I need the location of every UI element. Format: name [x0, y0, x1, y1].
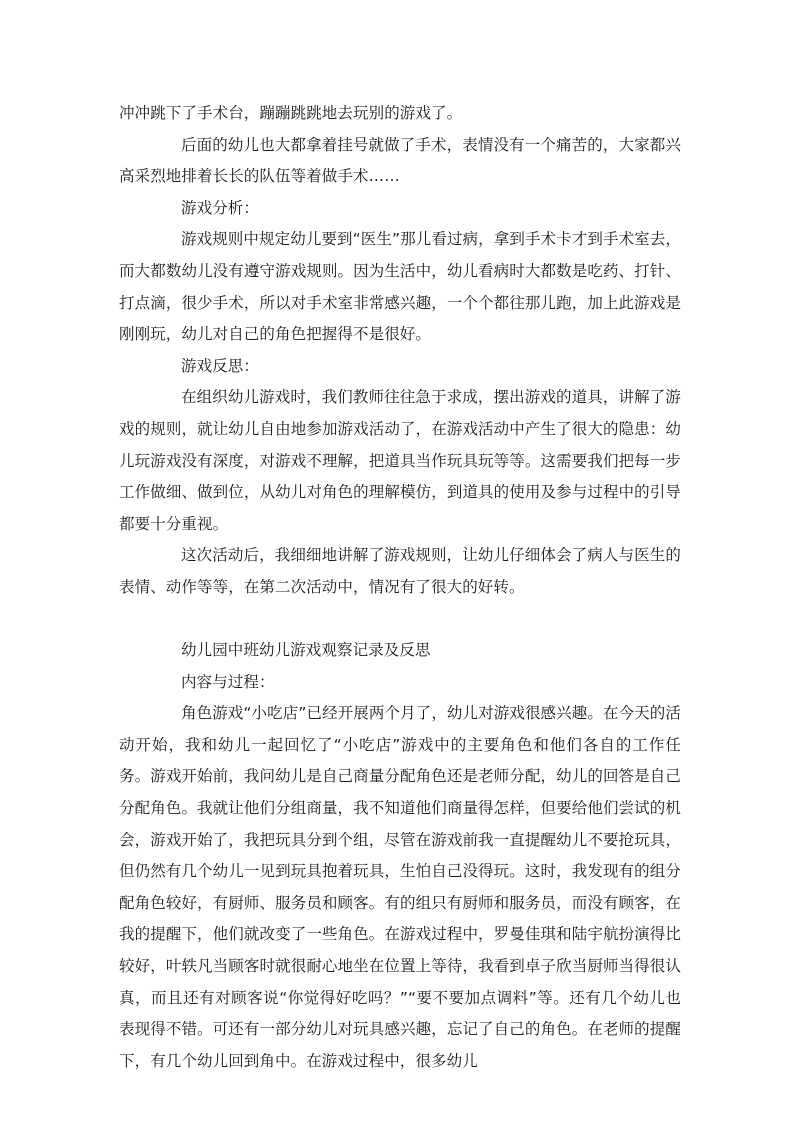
document-page — [119, 98, 681, 1077]
section-title: 幼儿园中班幼儿游戏观察记录及反思 — [181, 641, 431, 660]
analysis-body: 游戏规则中规定幼儿要到“医生”那儿看过病，拿到手术卡才到手术室去，而大都数幼儿没有遵守游戏规则。因为生活中，幼儿看病时大都数是吃药、打针、打点滴，很少手术，所以对手术室非常感兴趣，一个个都往那儿跑，加上此游戏是刚刚玩，幼儿对自己的角色把握得不是很好。 — [119, 230, 681, 344]
paragraph-after-surgery: 后面的幼儿也大都拿着挂号就做了手术，表情没有一个痛苦的，大家都兴高采烈地排着长长的队伍等着做手术…… — [119, 135, 681, 186]
process-heading: 内容与过程： — [181, 672, 275, 691]
section-spacer — [119, 604, 681, 636]
analysis-heading: 游戏分析： — [181, 198, 260, 217]
after-activity-paragraph: 这次活动后，我细细地讲解了游戏规则，让幼儿仔细体会了病人与医生的表情、动作等等，在第二次活动中，情况有了很大的好转。 — [119, 546, 681, 596]
reflection-body: 在组织幼儿游戏时，我们教师往往急于求成，摆出游戏的道具，讲解了游戏的规则，就让幼儿自由地参加游戏活动了，在游戏活动中产生了很大的隐患：幼儿玩游戏没有深度，对游戏不理解，把道具当作玩具玩等等。这需要我们把每一步工作做细、做到位，从幼儿对角色的理解模仿，到道具的使用及参与过程中的引导都要十分重视。 — [119, 388, 681, 533]
paragraph-continued: 冲冲跳下了手术台，蹦蹦跳跳地去玩别的游戏了。 — [119, 104, 463, 122]
reflection-heading: 游戏反思： — [181, 356, 260, 375]
process-body: 角色游戏“小吃店”已经开展两个月了，幼儿对游戏很感兴趣。在今天的活动开始，我和幼儿一起回忆了“小吃店”游戏中的主要角色和他们各自的工作任务。游戏开始前，我问幼儿是自己商量分配角色还是老师分配，幼儿的回答是自己分配角色。我就让他们分组商量，我不知道他们商量得怎样，但要给他们尝试的机会，游戏开始了，我把玩具分到个组，尽管在游戏前我一直提醒幼儿不要抢玩具，但仍然有几个幼儿一见到玩具抱着玩具，生怕自己没得玩。这时，我发现有的组分配角色较好，有厨师、服务员和顾客。有的组只有厨师和服务员，而没有顾客，在我的提醒下，他们就改变了一些角色。在游戏过程中，罗曼佳琪和陆宇航扮演得比较好，叶轶凡当顾客时就很耐心地坐在位置上等待，我看到卓子欣当厨师当得很认真，而且还有对顾客说“你觉得好吃吗？”“要不要加点调料”等。还有几个幼儿也表现得不错。可还有一部分幼儿对玩具感兴趣，忘记了自己的角色。在老师的提醒下，有几个幼儿回到角中。在游戏过程中，很多幼儿 — [119, 704, 681, 1070]
